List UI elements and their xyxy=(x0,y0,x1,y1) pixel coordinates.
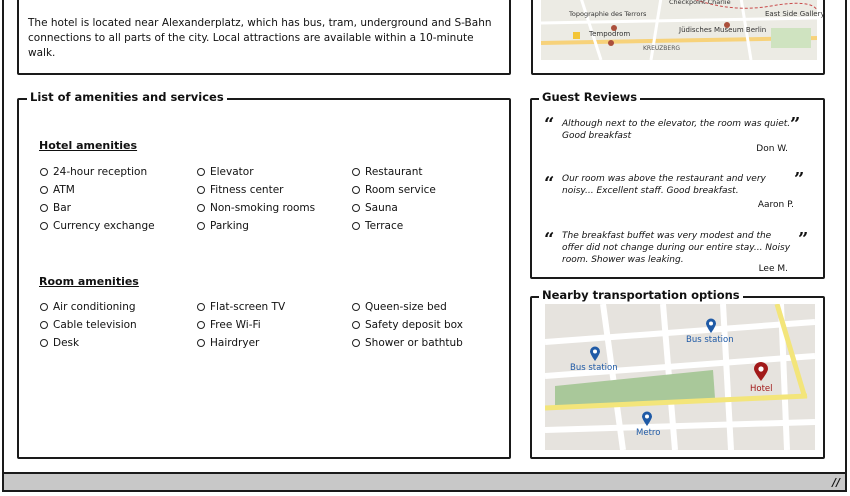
hotel-amenity-label: 24-hour reception xyxy=(53,166,148,178)
transportation-map[interactable] xyxy=(545,304,815,450)
radio-button-icon[interactable] xyxy=(352,303,360,311)
review-text-1: Although next to the elevator, the room was quiet. Good breakfast xyxy=(562,119,791,141)
room-amenity-option[interactable] xyxy=(40,318,137,332)
radio-button-icon[interactable] xyxy=(197,168,205,176)
hotel-amenity-label: ATM xyxy=(53,184,75,196)
metro-pin-icon[interactable] xyxy=(641,411,653,427)
map-label-checkpoint-charlie: Checkpoint Charlie xyxy=(669,0,731,6)
room-amenity-label: Desk xyxy=(53,337,80,349)
hotel-amenity-option[interactable] xyxy=(197,165,254,179)
hotel-pin-icon[interactable] xyxy=(753,362,769,382)
hotel-amenity-label: Non-smoking rooms xyxy=(210,202,316,214)
radio-button-icon[interactable] xyxy=(40,186,48,194)
hotel-amenity-option[interactable] xyxy=(352,183,436,197)
radio-button-icon[interactable] xyxy=(40,321,48,329)
radio-button-icon[interactable] xyxy=(352,222,360,230)
hotel-amenity-option[interactable] xyxy=(197,201,315,215)
hotel-amenity-label: Room service xyxy=(365,184,436,196)
radio-button-icon[interactable] xyxy=(40,303,48,311)
bus-station-pin-icon[interactable] xyxy=(705,318,717,334)
radio-button-icon[interactable] xyxy=(352,168,360,176)
room-amenity-label: Safety deposit box xyxy=(365,319,463,331)
review-text-3: The breakfast buffet was very modest and the offer did not change during our entire stay... Noisy room. Shower was leaking. xyxy=(562,231,791,265)
review-text-2: Our room was above the restaurant and very noisy... Excellent staff. Good breakfast. xyxy=(562,174,766,196)
hotel-amenities-heading: Hotel amenities xyxy=(39,139,138,152)
radio-button-icon[interactable] xyxy=(197,321,205,329)
window-left-border xyxy=(2,0,4,474)
map-label-kreuzberg: KREUZBERG xyxy=(643,45,681,52)
hotel-amenity-label: Bar xyxy=(53,202,71,214)
room-amenity-label: Queen-size bed xyxy=(365,301,447,313)
room-amenity-option[interactable] xyxy=(352,336,463,350)
map-label-topographie: Topographie des Terrors xyxy=(569,10,647,18)
radio-button-icon[interactable] xyxy=(40,339,48,347)
guest-reviews-title: Guest Reviews xyxy=(539,90,640,104)
bus-station-pin-icon[interactable] xyxy=(589,346,601,362)
hotel-amenity-option[interactable] xyxy=(352,165,422,179)
room-amenity-option[interactable] xyxy=(352,300,447,314)
room-amenity-option[interactable] xyxy=(352,318,463,332)
quote-open-icon: “ xyxy=(544,114,555,135)
radio-button-icon[interactable] xyxy=(40,204,48,212)
radio-button-icon[interactable] xyxy=(352,321,360,329)
hotel-amenity-label: Terrace xyxy=(365,220,404,232)
hotel-amenity-option[interactable] xyxy=(352,201,398,215)
room-amenity-label: Hairdryer xyxy=(210,337,260,349)
quote-open-icon: “ xyxy=(544,229,555,250)
radio-button-icon[interactable] xyxy=(40,222,48,230)
room-amenity-label: Flat-screen TV xyxy=(210,301,286,313)
radio-button-icon[interactable] xyxy=(352,204,360,212)
hotel-amenity-label: Currency exchange xyxy=(53,220,155,232)
quote-close-icon: ” xyxy=(790,114,801,135)
hotel-amenity-option[interactable] xyxy=(40,165,147,179)
hotel-amenity-label: Parking xyxy=(210,220,249,232)
radio-button-icon[interactable] xyxy=(197,222,205,230)
radio-button-icon[interactable] xyxy=(197,303,205,311)
room-amenity-label: Cable television xyxy=(53,319,137,331)
room-amenity-label: Shower or bathtub xyxy=(365,337,463,349)
hotel-amenity-option[interactable] xyxy=(40,183,75,197)
hotel-amenity-label: Restaurant xyxy=(365,166,423,178)
bus-station-label-2: Bus station xyxy=(686,335,734,345)
hotel-amenity-option[interactable] xyxy=(197,219,249,233)
radio-button-icon[interactable] xyxy=(352,186,360,194)
location-map-panel xyxy=(531,0,825,75)
room-amenities-heading: Room amenities xyxy=(39,275,139,288)
room-amenity-option[interactable] xyxy=(197,300,285,314)
window-right-border xyxy=(845,0,847,474)
radio-button-icon[interactable] xyxy=(197,186,205,194)
room-amenity-option[interactable] xyxy=(40,300,136,314)
quote-close-icon: ” xyxy=(794,169,805,190)
review-author-3: Lee M. xyxy=(758,264,788,274)
radio-button-icon[interactable] xyxy=(197,204,205,212)
quote-open-icon: “ xyxy=(544,173,555,194)
amenities-title: List of amenities and services xyxy=(27,90,227,104)
map-label-east-side-gallery: East Side Gallery xyxy=(765,10,825,18)
hotel-location-text: The hotel is located near Alexanderplatz, which has bus, tram, underground and S-Bahn connections to all parts of the city. Local attractions are available within a 10-minute walk. xyxy=(28,17,492,59)
room-amenity-option[interactable] xyxy=(197,336,259,350)
hotel-amenity-option[interactable] xyxy=(40,219,155,233)
hotel-amenity-label: Elevator xyxy=(210,166,254,178)
room-amenity-label: Air conditioning xyxy=(53,301,136,313)
radio-button-icon[interactable] xyxy=(197,339,205,347)
quote-close-icon: ” xyxy=(798,229,809,250)
review-author-1: Don W. xyxy=(756,144,788,154)
map-label-judisches-museum: Jüdisches Museum Berlin xyxy=(679,26,767,34)
hotel-amenity-label: Sauna xyxy=(365,202,398,214)
status-bar xyxy=(2,472,847,492)
hotel-amenity-option[interactable] xyxy=(40,201,71,215)
metro-label: Metro xyxy=(636,428,661,438)
room-amenity-option[interactable] xyxy=(40,336,79,350)
room-amenity-label: Free Wi-Fi xyxy=(210,319,261,331)
radio-button-icon[interactable] xyxy=(40,168,48,176)
bus-station-label-1: Bus station xyxy=(570,363,618,373)
resize-handle-icon[interactable]: // xyxy=(830,476,842,489)
transportation-title: Nearby transportation options xyxy=(539,288,743,302)
hotel-description-partial-line xyxy=(28,0,498,2)
room-amenity-option[interactable] xyxy=(197,318,261,332)
hotel-amenity-label: Fitness center xyxy=(210,184,284,196)
map-label-tempodrom: Tempodrom xyxy=(589,30,631,38)
radio-button-icon[interactable] xyxy=(352,339,360,347)
hotel-amenity-option[interactable] xyxy=(352,219,403,233)
hotel-label: Hotel xyxy=(750,384,773,394)
review-author-2: Aaron P. xyxy=(757,200,794,210)
hotel-amenity-option[interactable] xyxy=(197,183,284,197)
hotel-description-panel xyxy=(17,0,511,75)
